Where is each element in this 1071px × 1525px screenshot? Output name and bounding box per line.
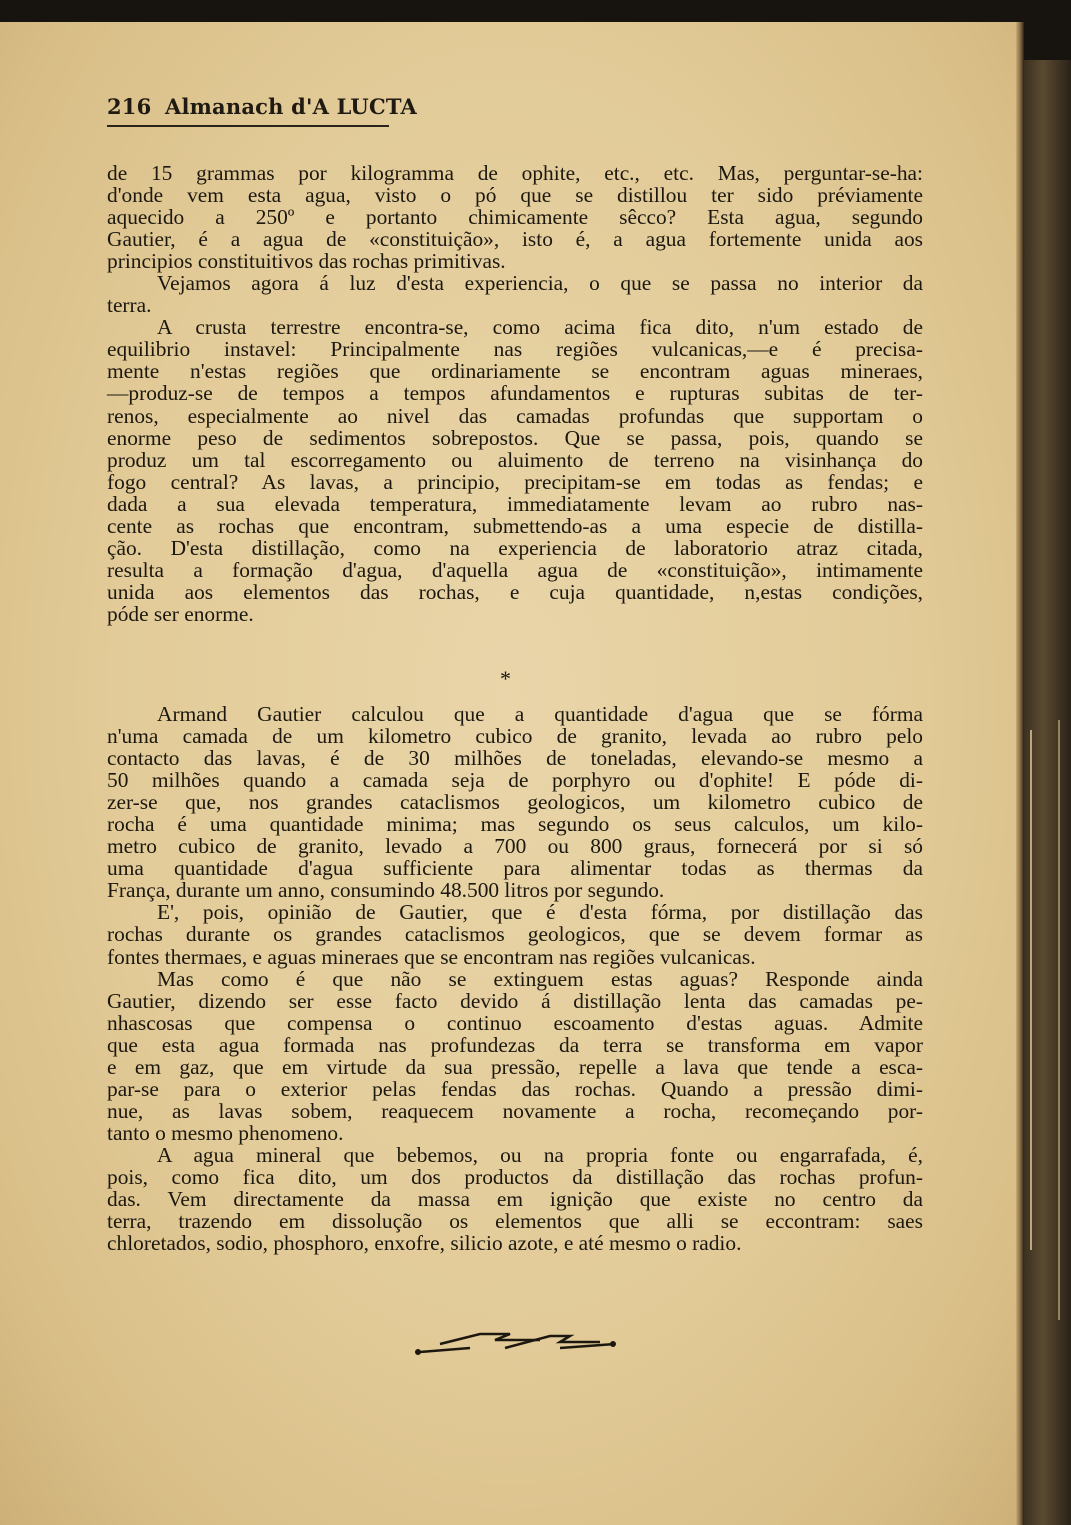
next-page-rule — [1058, 720, 1060, 1320]
text-line: metro cubico de granito, levado a 700 ou 800 graus, fornecerá por si só — [107, 834, 923, 859]
text-line: que esta agua formada nas profundezas da terra se transforma em vapor — [107, 1032, 923, 1057]
text-line: par-se para o exterior pelas fendas das rochas. Quando a pressão dimi- — [107, 1076, 923, 1101]
ornament-dot — [415, 1349, 421, 1355]
text-line: principios constituitivos das rochas primitivas. — [107, 249, 506, 274]
text-line: fontes thermaes, e aguas mineraes que se encontram nas regiões vulcanicas. — [107, 944, 756, 969]
header-rule — [107, 125, 389, 127]
running-header — [107, 94, 417, 119]
text-line: ção. D'esta distillação, como na experiencia de laboratorio atraz citada, — [107, 535, 923, 560]
text-line: das. Vem directamente da massa em ignição que existe no centro da — [107, 1187, 923, 1212]
header-title: Almanach d'A LUCTA — [164, 94, 418, 119]
text-line: d'onde vem esta agua, visto o pó que se distillou ter sido préviamente — [107, 183, 923, 208]
text-block-1 — [107, 162, 923, 625]
next-page-rule — [1030, 730, 1032, 1250]
text-line: nhascosas que compensa o continuo escoamento d'estas aguas. Admite — [107, 1010, 923, 1035]
text-line: rochas durante os grandes cataclismos geologicos, que se devem formar as — [107, 922, 923, 947]
text-line: de 15 grammas por kilogramma de ophite, etc., etc. Mas, perguntar-se-ha: — [107, 161, 923, 185]
text-line: fogo central? As lavas, a principio, precipitam-se em todas as fendas; e — [107, 469, 923, 494]
text-line: E', pois, opinião de Gautier, que é d'esta fórma, por distillação das — [157, 900, 923, 925]
text-line: contacto das lavas, é de 30 milhões de toneladas, elevando-se mesmo a — [107, 746, 923, 771]
text-line: n'uma camada de um kilometro cubico de granito, levada ao rubro pelo — [107, 724, 923, 749]
text-line: cente as rochas que encontram, submettendo-as a uma especie de distilla- — [107, 513, 923, 538]
text-line: zer-se que, nos grandes cataclismos geologicos, um kilometro cubico de — [107, 790, 923, 815]
text-line: e em gaz, que em virtude da sua pressão, repelle a lava que tende a esca- — [107, 1054, 923, 1079]
text-line: enorme peso de sedimentos sobrepostos. Que se passa, pois, quando se — [107, 425, 923, 450]
text-line: chloretados, sodio, phosphoro, enxofre, silicio azote, e até mesmo o radio. — [107, 1231, 742, 1256]
text-line: Gautier, dizendo ser esse facto devido á distillação lenta das camadas pe- — [107, 988, 923, 1013]
text-line: Vejamos agora á luz d'esta experiencia, o que se passa no interior da — [157, 271, 923, 296]
text-line: aquecido a 250º e portanto chimicamente sêcco? Esta agua, segundo — [107, 205, 923, 230]
text-line: equilibrio instavel: Principalmente nas regiões vulcanicas,—e é precisa- — [107, 337, 923, 362]
section-separator: * — [500, 666, 511, 691]
text-line: Armand Gautier calculou que a quantidade d'agua que se fórma — [157, 702, 923, 726]
text-line: França, durante um anno, consumindo 48.500 litros por segundo. — [107, 878, 665, 903]
page-number: 216 — [107, 94, 152, 119]
text-line: uma quantidade d'agua sufficiente para alimentar todas as thermas da — [107, 856, 923, 881]
text-line: rocha é uma quantidade minima; mas segundo os seus calculos, um kilo- — [107, 812, 923, 837]
text-line: Mas como é que não se extinguem estas aguas? Responde ainda — [157, 966, 923, 991]
text-line: mente n'estas regiões que ordinariamente se encontram aguas mineraes, — [107, 359, 923, 384]
text-line: tanto o mesmo phenomeno. — [107, 1120, 344, 1145]
text-line: produz um tal escorregamento ou aluimento de terreno na visinhança do — [107, 447, 923, 472]
page-edge — [1016, 22, 1024, 1525]
text-line: nue, as lavas sobem, reaquecem novamente a rocha, recomeçando por- — [107, 1098, 923, 1123]
ornament-dot — [610, 1341, 616, 1347]
text-line: terra, trazendo em dissolução os elementos que alli se eccontram: saes — [107, 1209, 923, 1234]
text-line: renos, especialmente ao nivel das camadas profundas que supportam o — [107, 403, 923, 428]
text-block-2 — [107, 703, 923, 1254]
text-line: unida aos elementos das rochas, e cuja quantidade, n,estas condições, — [107, 579, 923, 604]
decorative-ornament — [410, 1318, 620, 1358]
text-line: dada a sua elevada temperatura, immediatamente levam ao rubro nas- — [107, 491, 923, 516]
text-line: Gautier, é a agua de «constituição», isto é, a agua fortemente unida aos — [107, 227, 923, 252]
text-line: póde ser enorme. — [107, 601, 254, 626]
text-line: A crusta terrestre encontra-se, como acima fica dito, n'um estado de — [157, 315, 923, 340]
text-line: 50 milhões quando a camada seja de porphyro ou d'ophite! E póde di- — [107, 768, 923, 793]
text-line: A agua mineral que bebemos, ou na propria fonte ou engarrafada, é, — [157, 1142, 923, 1167]
text-line: resulta a formação d'agua, d'aquella agua de «constituição», intimamente — [107, 557, 923, 582]
text-line: terra. — [107, 293, 152, 318]
text-line: pois, como fica dito, um dos productos da distillação das rochas profun- — [107, 1164, 923, 1189]
text-line: —produz-se de tempos a tempos afundamentos e rupturas subitas de ter- — [107, 381, 923, 406]
